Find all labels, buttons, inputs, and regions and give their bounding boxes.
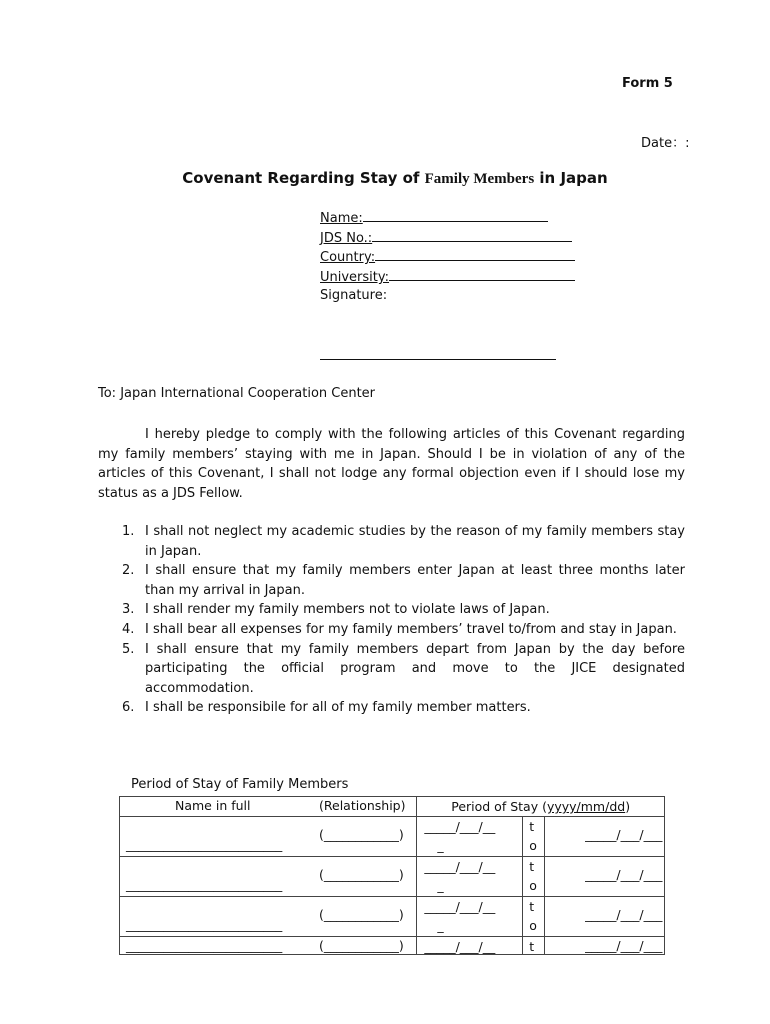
from-date-blank[interactable]: _____/___/__ <box>424 899 496 914</box>
table-row <box>120 817 665 857</box>
university-label: University: <box>320 270 390 285</box>
to-date-blank[interactable]: _____/___/___ <box>585 938 663 953</box>
to-date-cell[interactable] <box>545 857 665 897</box>
pledge-paragraph: I hereby pledge to comply with the following articles of this Covenant regarding my family members’ staying with me in Japan. Should I be in violation of any of the articles of this Covenant, I shall not lodge any formal objection even if I should lose my status as a JDS Fellow. <box>98 427 685 501</box>
to-date-blank[interactable]: _____/___/___ <box>585 867 663 882</box>
from-date-blank-wrap: _ <box>437 838 444 853</box>
signature-label: Signature: <box>320 288 388 303</box>
article-number: 6. <box>122 700 135 716</box>
to-label-cell <box>523 937 545 955</box>
to-label-o: o <box>529 878 537 893</box>
header-name: Name in full <box>175 798 251 813</box>
document-title <box>0 169 770 188</box>
name-line <box>363 209 548 222</box>
from-date-cell[interactable] <box>417 937 523 955</box>
addressee: To: Japan International Cooperation Center <box>98 386 376 401</box>
article-number: 1. <box>122 524 135 539</box>
from-date-blank-wrap: _ <box>437 918 444 933</box>
article-text: I shall bear all expenses for my family members’ travel to/from and stay in Japan. <box>145 621 677 637</box>
university-field[interactable] <box>320 268 575 285</box>
jds-number-label: JDS No.: <box>320 231 373 246</box>
header-name-relationship <box>120 797 417 817</box>
university-line <box>389 268 575 281</box>
date-label: Date：: <box>641 136 690 151</box>
to-label-o: o <box>529 838 537 853</box>
relationship-blank[interactable]: (____________) <box>319 827 404 842</box>
from-date-cell[interactable] <box>417 817 523 857</box>
header-period-format: yyyy/mm/dd <box>546 799 626 814</box>
article-text: I shall ensure that my family members depart from Japan by the day before participating the official program and move to the JICE designated accommodation. <box>145 641 685 696</box>
from-date-blank[interactable]: _____/___/__ <box>424 859 496 874</box>
article-number: 4. <box>122 621 135 637</box>
from-date-blank[interactable]: _____/___/__ <box>424 819 496 834</box>
name-relationship-cell[interactable] <box>120 897 417 937</box>
name-field[interactable] <box>320 209 548 226</box>
country-field[interactable] <box>320 248 575 265</box>
title-part-3: in Japan <box>534 169 608 187</box>
from-date-blank[interactable]: _____/___/__ <box>424 939 496 954</box>
name-label: Name: <box>320 211 363 226</box>
to-date-blank[interactable]: _____/___/___ <box>585 827 663 842</box>
relationship-blank[interactable]: (____________) <box>319 867 404 882</box>
list-item <box>98 522 685 561</box>
to-label-cell <box>523 897 545 937</box>
article-text: I shall ensure that my family members enter Japan at least three months later than my arrival in Japan. <box>145 563 685 598</box>
period-table-caption: Period of Stay of Family Members <box>131 777 349 792</box>
country-line <box>375 248 575 261</box>
list-item <box>98 600 685 620</box>
to-label-t: t <box>529 939 535 954</box>
header-relationship: (Relationship) <box>319 798 406 813</box>
to-date-cell[interactable] <box>545 937 665 955</box>
to-label-cell <box>523 857 545 897</box>
article-text: I shall not neglect my academic studies by the reason of my family members stay in Japan. <box>145 524 685 559</box>
period-of-stay-table <box>119 796 665 955</box>
list-item <box>98 620 685 640</box>
to-label-cell <box>523 817 545 857</box>
to-label-t: t <box>529 899 535 914</box>
from-date-blank-wrap: _ <box>437 878 444 893</box>
list-item <box>98 698 685 718</box>
article-text: I shall be responsibile for all of my family member matters. <box>145 700 531 716</box>
name-relationship-cell[interactable] <box>120 857 417 897</box>
header-period <box>417 797 665 817</box>
name-blank[interactable]: _________________________ <box>126 877 283 892</box>
title-part-2: Family Members <box>424 171 535 187</box>
name-relationship-cell[interactable] <box>120 937 417 955</box>
list-item <box>98 640 685 699</box>
jds-number-field[interactable] <box>320 229 572 246</box>
title-part-1: Covenant Regarding Stay of <box>182 169 425 187</box>
name-blank[interactable]: _________________________ <box>126 837 283 852</box>
from-date-cell[interactable] <box>417 857 523 897</box>
name-blank[interactable]: _________________________ <box>126 938 283 953</box>
relationship-blank[interactable]: (____________) <box>319 907 404 922</box>
table-row <box>120 937 665 955</box>
article-number: 5. <box>122 641 135 657</box>
relationship-blank[interactable]: (____________) <box>319 938 404 953</box>
table-row <box>120 897 665 937</box>
jds-number-line <box>372 229 572 242</box>
to-date-cell[interactable] <box>545 897 665 937</box>
to-label-t: t <box>529 819 535 834</box>
name-blank[interactable]: _________________________ <box>126 917 283 932</box>
to-label-t: t <box>529 859 535 874</box>
header-period-suffix: ) <box>625 799 631 814</box>
header-period-prefix: Period of Stay ( <box>451 799 547 814</box>
country-label: Country: <box>320 250 376 265</box>
to-date-cell[interactable] <box>545 817 665 857</box>
article-number: 3. <box>122 602 135 618</box>
table-header-row <box>120 797 665 817</box>
article-number: 2. <box>122 563 135 579</box>
name-relationship-cell[interactable] <box>120 817 417 857</box>
signature-line[interactable] <box>320 359 556 360</box>
list-item <box>98 561 685 600</box>
to-date-blank[interactable]: _____/___/___ <box>585 907 663 922</box>
from-date-cell[interactable] <box>417 897 523 937</box>
article-text: I shall render my family members not to violate laws of Japan. <box>145 602 550 618</box>
form-number: Form 5 <box>622 76 673 91</box>
to-label-o: o <box>529 918 537 933</box>
article-list <box>98 522 685 718</box>
table-row <box>120 857 665 897</box>
